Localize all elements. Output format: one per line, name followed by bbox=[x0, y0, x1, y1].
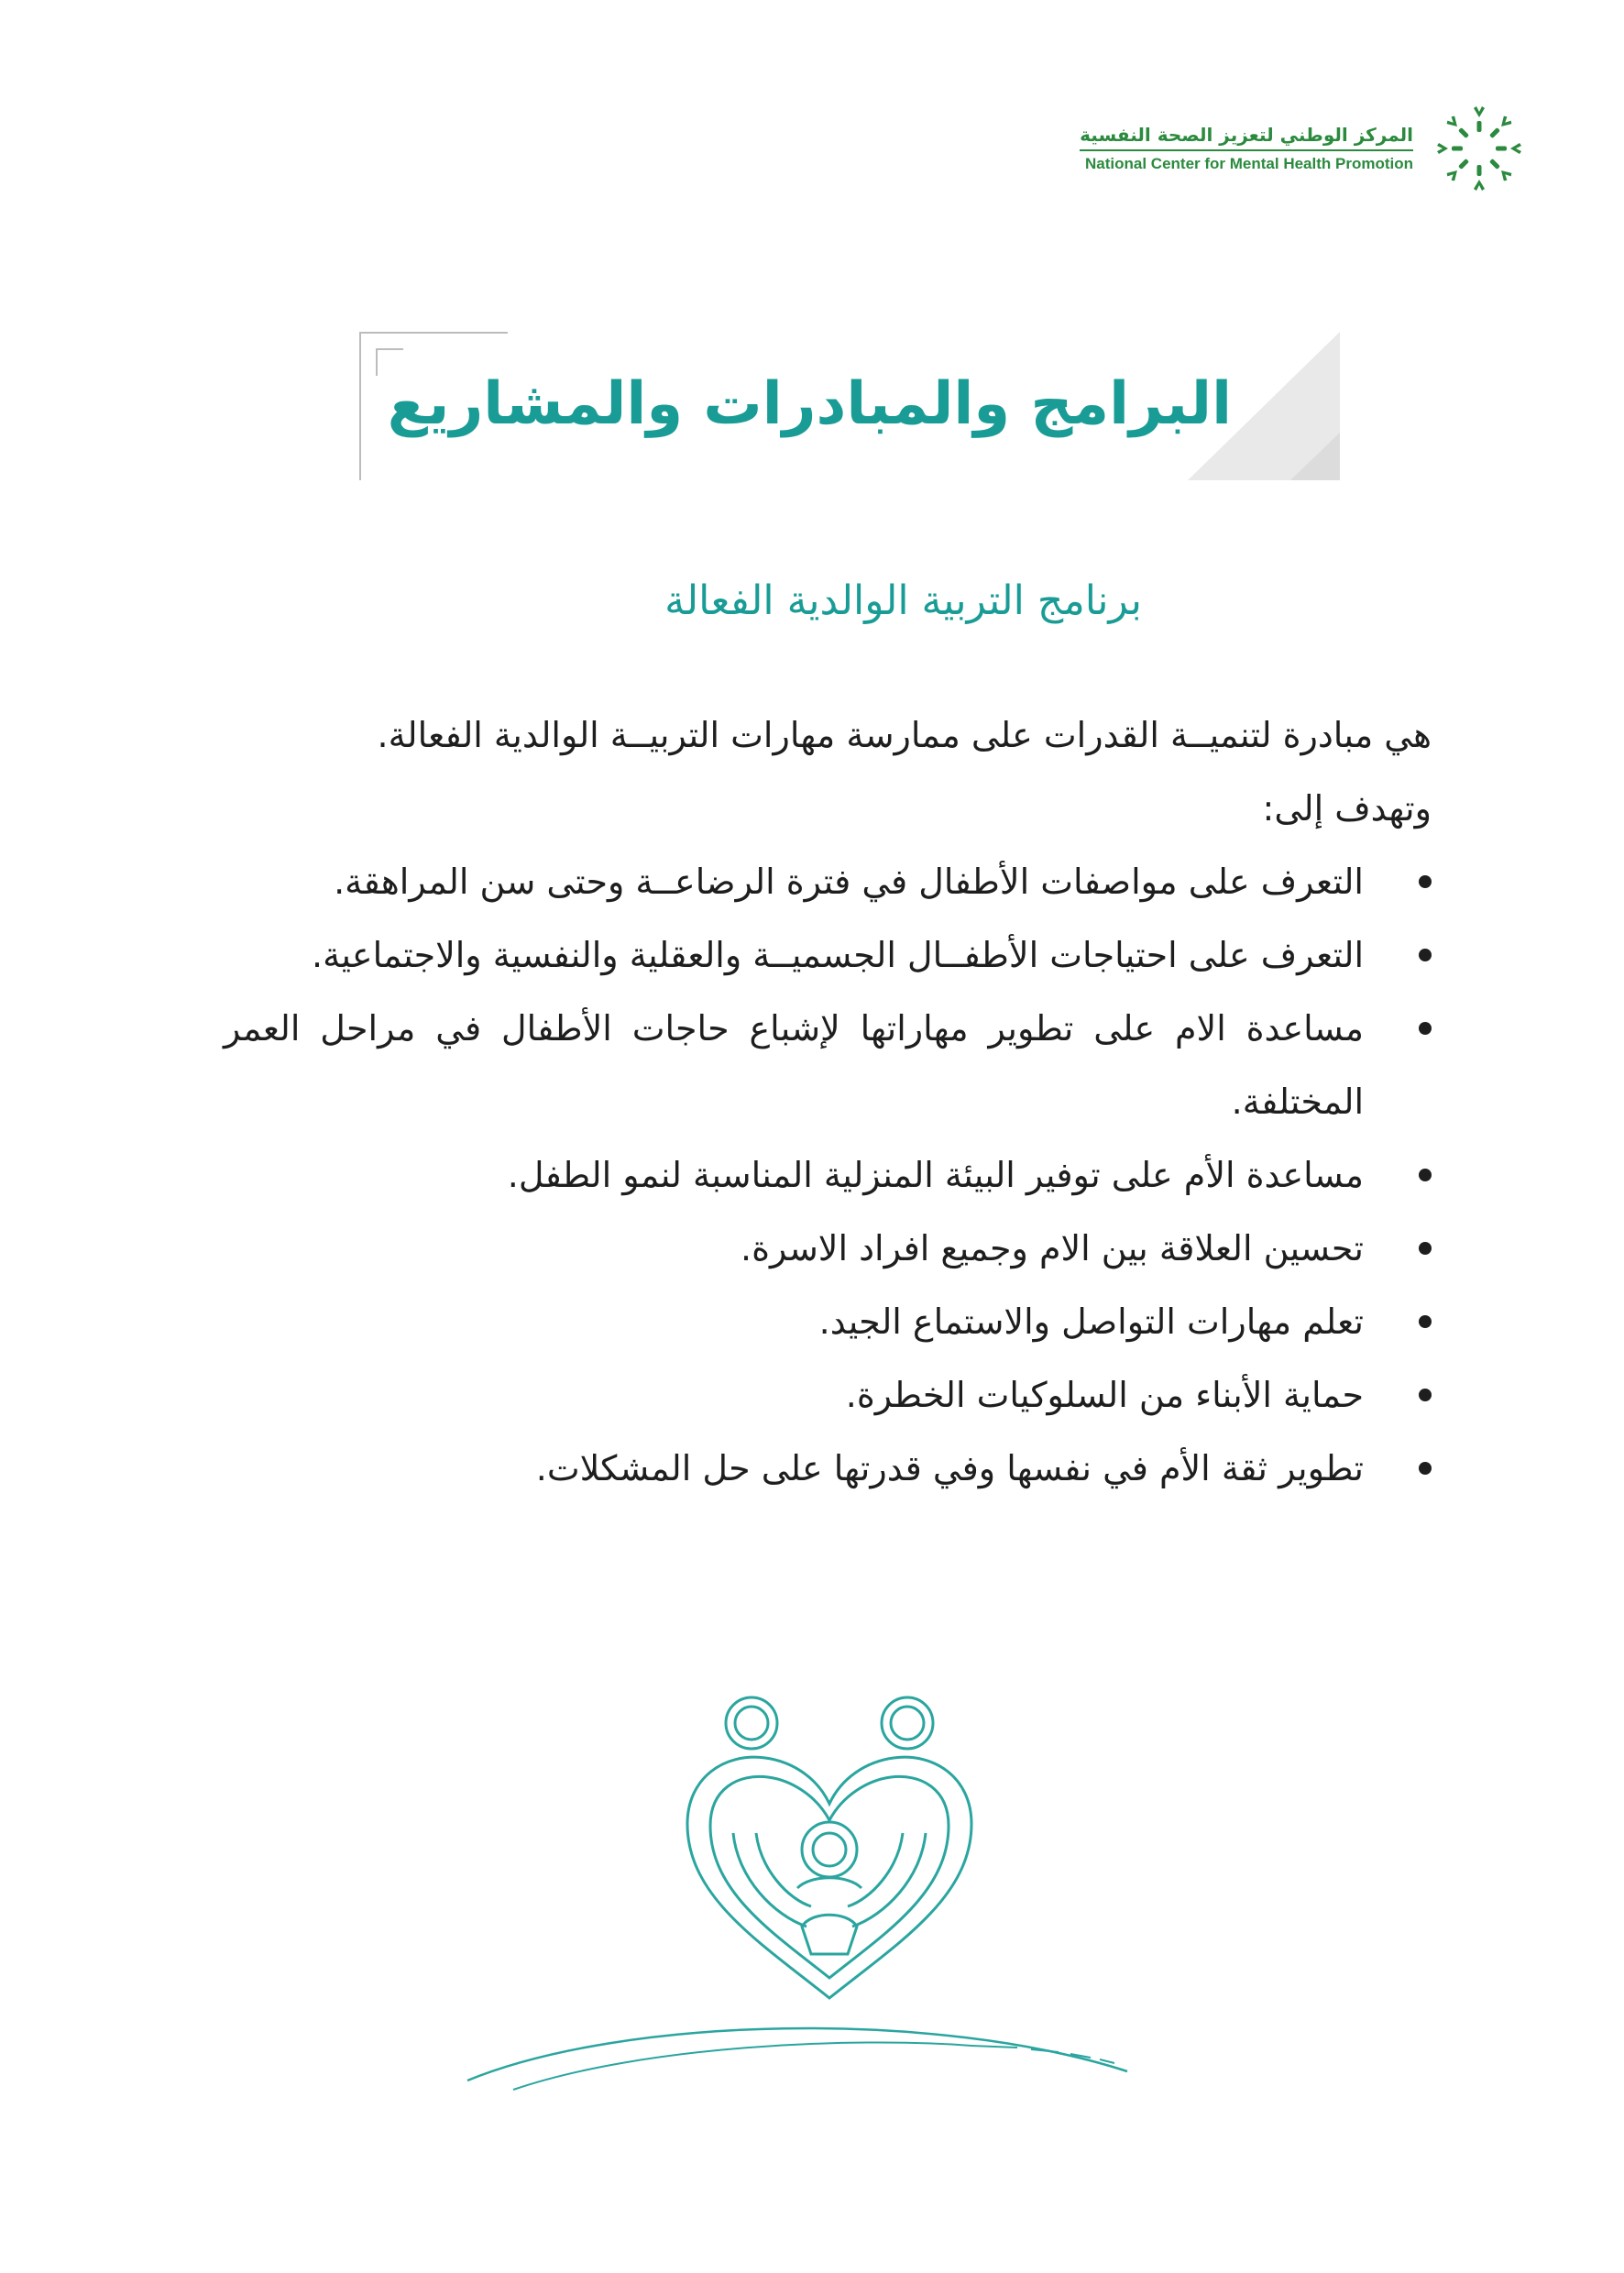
logo-text bbox=[1080, 124, 1413, 173]
list-item bbox=[224, 918, 1364, 992]
family-heart-icon bbox=[458, 1686, 1136, 2099]
logo-english-name: National Center for Mental Health Promotion bbox=[1085, 155, 1413, 172]
goal-text: حماية الأبناء من السلوكيات الخطرة. bbox=[845, 1375, 1364, 1415]
bullet-icon bbox=[1419, 1389, 1432, 1401]
aims-label: وتهدف إلى: bbox=[1262, 788, 1432, 829]
section-title-box bbox=[359, 332, 1340, 480]
list-item bbox=[224, 1212, 1364, 1285]
program-intro: هي مبادرة لتنميــة القدرات على ممارسة مهارات التربيــة الوالدية الفعالة. bbox=[377, 715, 1432, 755]
program-description bbox=[224, 698, 1432, 1505]
goal-text: مساعدة الأم على توفير البيئة المنزلية المناسبة لنمو الطفل. bbox=[507, 1155, 1364, 1195]
frame-line bbox=[376, 348, 403, 350]
goal-text: التعرف على احتياجات الأطفــال الجسميــة والعقلية والنفسية والاجتماعية. bbox=[311, 935, 1364, 975]
bullet-icon bbox=[1419, 1169, 1432, 1181]
list-item bbox=[224, 845, 1364, 918]
list-item bbox=[224, 1285, 1364, 1358]
logo-arabic-name: المركز الوطني لتعزيز الصحة النفسية bbox=[1080, 124, 1413, 151]
bullet-icon bbox=[1419, 1022, 1432, 1035]
bullet-icon bbox=[1419, 949, 1432, 961]
bullet-icon bbox=[1419, 875, 1432, 888]
bullet-icon bbox=[1419, 1315, 1432, 1328]
frame-line bbox=[376, 348, 378, 376]
goal-text: تعلم مهارات التواصل والاستماع الجيد. bbox=[818, 1301, 1364, 1342]
list-item bbox=[224, 1432, 1364, 1505]
goals-list bbox=[224, 845, 1432, 1505]
program-title: برنامج التربية الوالدية الفعالة bbox=[664, 577, 1142, 624]
goal-text: تحسين العلاقة بين الام وجميع افراد الاسرة. bbox=[741, 1228, 1364, 1268]
goal-text: مساعدة الام على تطوير مهاراتها لإشباع حاجات الأطفال في مراحل العمر المختلفة. bbox=[224, 1008, 1364, 1122]
list-item bbox=[224, 992, 1364, 1138]
frame-line bbox=[359, 332, 361, 480]
frame-line bbox=[359, 332, 508, 334]
list-item bbox=[224, 1358, 1364, 1432]
page-title: البرامج والمبادرات والمشاريع bbox=[387, 370, 1232, 438]
bullet-icon bbox=[1419, 1462, 1432, 1475]
star-burst-icon bbox=[1433, 103, 1525, 194]
goal-text: التعرف على مواصفات الأطفال في فترة الرضاعــة وحتى سن المراهقة. bbox=[334, 862, 1364, 902]
bullet-icon bbox=[1419, 1242, 1432, 1255]
goal-text: تطوير ثقة الأم في نفسها وفي قدرتها على حل المشكلات. bbox=[535, 1448, 1364, 1488]
header-logo bbox=[1080, 103, 1525, 194]
list-item bbox=[224, 1138, 1364, 1212]
